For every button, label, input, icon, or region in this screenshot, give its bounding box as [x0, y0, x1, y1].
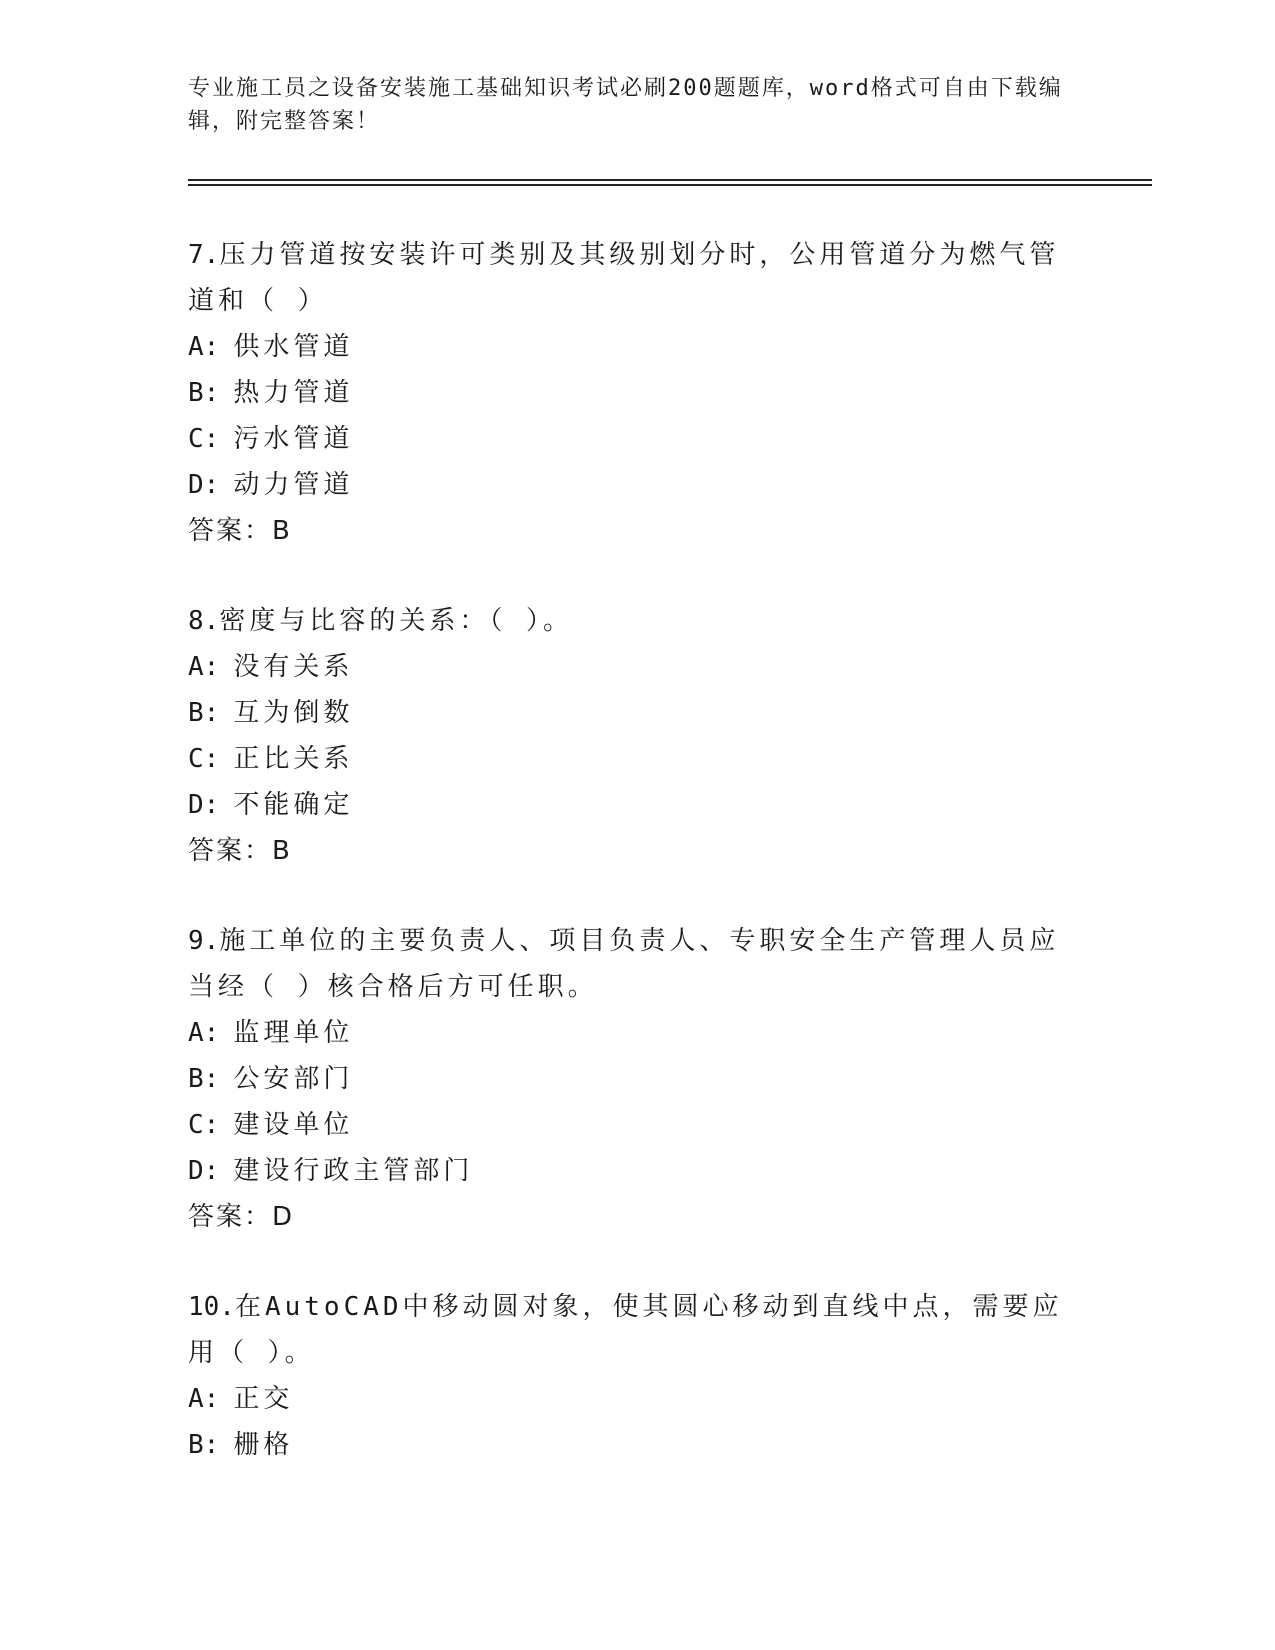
document-header — [188, 72, 1068, 138]
option-b — [188, 370, 1068, 416]
option-text: 供水管道 — [233, 332, 354, 362]
option-text: 污水管道 — [233, 424, 354, 454]
option-text: 建设单位 — [233, 1110, 354, 1140]
option-key: C: — [188, 424, 220, 454]
answer: 答案：D — [188, 1202, 295, 1232]
question-number: 9. — [188, 926, 220, 956]
question-7 — [188, 232, 1068, 554]
question-text — [188, 1284, 1068, 1376]
option-text: 正比关系 — [233, 744, 354, 774]
option-d — [188, 462, 1068, 508]
option-b — [188, 1422, 1068, 1468]
option-key: A: — [188, 1018, 220, 1048]
option-c — [188, 416, 1068, 462]
option-key: C: — [188, 744, 220, 774]
option-b — [188, 1056, 1068, 1102]
option-text: 栅格 — [233, 1430, 294, 1460]
answer: 答案：B — [188, 516, 292, 546]
header-rule-top — [188, 179, 1152, 181]
option-key: B: — [188, 378, 220, 408]
option-text: 动力管道 — [233, 470, 354, 500]
question-number: 7. — [188, 240, 220, 270]
option-key: A: — [188, 332, 220, 362]
option-text: 互为倒数 — [233, 698, 354, 728]
option-key: B: — [188, 1430, 220, 1460]
document-title: 专业施工员之设备安装施工基础知识考试必刷200题题库，word格式可自由下载编辑，附完整答案！ — [188, 76, 1063, 134]
question-10 — [188, 1284, 1068, 1468]
option-c — [188, 1102, 1068, 1148]
question-body: 施工单位的主要负责人、项目负责人、专职安全生产管理人员应当经（ ）核合格后方可任职。 — [188, 926, 1060, 1002]
question-number: 8. — [188, 606, 220, 636]
question-text — [188, 918, 1068, 1010]
option-key: C: — [188, 1110, 220, 1140]
answer: 答案：B — [188, 836, 292, 866]
option-a — [188, 644, 1068, 690]
option-text: 正交 — [233, 1384, 294, 1414]
question-8 — [188, 598, 1068, 874]
option-a — [188, 324, 1068, 370]
option-c — [188, 736, 1068, 782]
option-key: B: — [188, 1064, 220, 1094]
question-body: 密度与比容的关系：（ ）。 — [219, 606, 573, 636]
option-text: 公安部门 — [233, 1064, 354, 1094]
option-a — [188, 1376, 1068, 1422]
question-body: 压力管道按安装许可类别及其级别划分时，公用管道分为燃气管道和（ ） — [188, 240, 1060, 316]
header-rule-bottom — [188, 184, 1152, 186]
option-text: 热力管道 — [233, 378, 354, 408]
question-text — [188, 232, 1068, 324]
option-d — [188, 782, 1068, 828]
option-key: D: — [188, 470, 220, 500]
question-9 — [188, 918, 1068, 1240]
option-a — [188, 1010, 1068, 1056]
option-d — [188, 1148, 1068, 1194]
question-text — [188, 598, 1068, 644]
question-body: 在AutoCAD中移动圆对象，使其圆心移动到直线中点，需要应用（ ）。 — [188, 1292, 1063, 1368]
option-key: A: — [188, 652, 220, 682]
option-key: A: — [188, 1384, 220, 1414]
option-key: B: — [188, 698, 220, 728]
option-text: 建设行政主管部门 — [233, 1156, 474, 1186]
option-b — [188, 690, 1068, 736]
option-text: 监理单位 — [233, 1018, 354, 1048]
option-text: 不能确定 — [233, 790, 354, 820]
question-list — [188, 232, 1068, 1512]
option-key: D: — [188, 1156, 220, 1186]
option-key: D: — [188, 790, 220, 820]
question-number: 10. — [188, 1292, 235, 1322]
option-text: 没有关系 — [233, 652, 354, 682]
